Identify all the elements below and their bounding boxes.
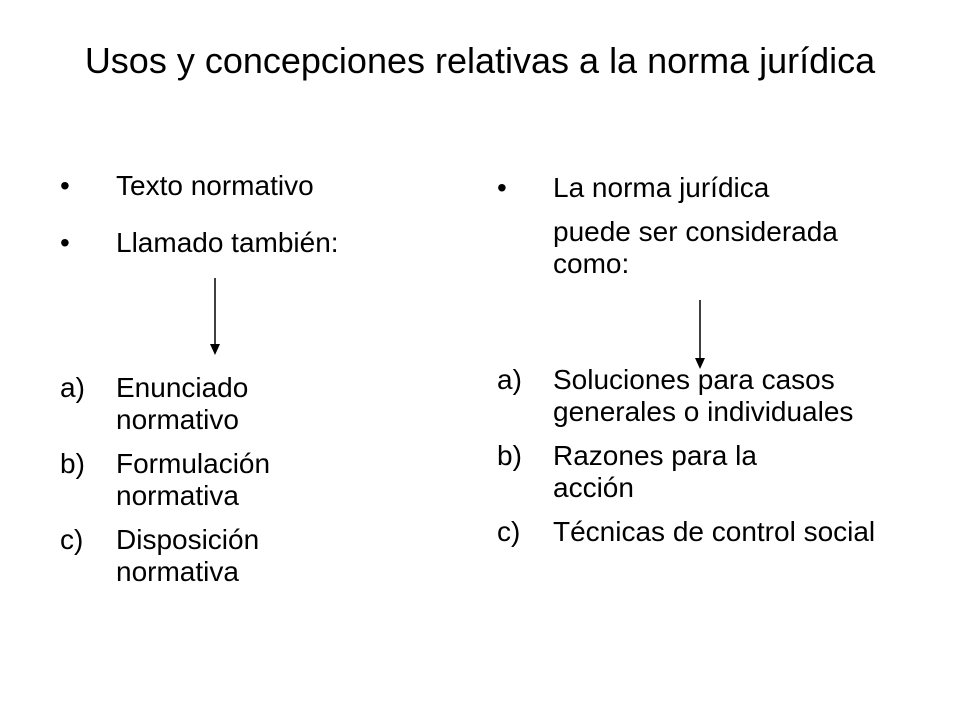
left-column [60, 170, 440, 259]
list-marker: c) [497, 516, 521, 547]
left-list-item-c [60, 524, 440, 588]
left-list-item-b [60, 448, 440, 512]
right-list-item-c [497, 516, 917, 548]
list-text: Formulación normativa [116, 448, 271, 511]
slide-title: Usos y concepciones relativas a la norma jurídica [84, 40, 876, 81]
right-down-arrow-icon [692, 300, 708, 372]
left-down-arrow-icon [207, 278, 223, 358]
list-text: Disposición normativa [116, 524, 260, 587]
right-column [497, 172, 917, 280]
bullet-dot: • [60, 170, 70, 201]
left-list-item-a [60, 372, 440, 436]
left-bullet-2 [60, 227, 440, 259]
left-list [60, 372, 440, 588]
right-bullet [497, 172, 917, 204]
list-marker: a) [497, 364, 522, 395]
right-list-item-a [497, 364, 917, 428]
bullet-text: Texto normativo [116, 170, 314, 201]
left-bullet-1 [60, 170, 440, 202]
list-marker: a) [60, 372, 85, 403]
list-marker: b) [60, 448, 85, 479]
right-list-item-b [497, 440, 917, 504]
bullet-dot: • [497, 172, 507, 203]
bullet-text: Llamado también: [116, 227, 339, 258]
bullet-text: La norma jurídica [553, 172, 770, 203]
list-marker: c) [60, 524, 84, 555]
list-text: Soluciones para casos generales o individuales [553, 364, 854, 427]
right-list [497, 364, 917, 548]
list-text: Razones para la acción [553, 440, 757, 503]
list-text: Enunciado normativo [116, 372, 249, 435]
bullet-dot: • [60, 227, 70, 258]
list-marker: b) [497, 440, 522, 471]
list-text: Técnicas de control social [553, 516, 876, 547]
right-bullet-continuation: puede ser considerada como: [553, 216, 838, 279]
